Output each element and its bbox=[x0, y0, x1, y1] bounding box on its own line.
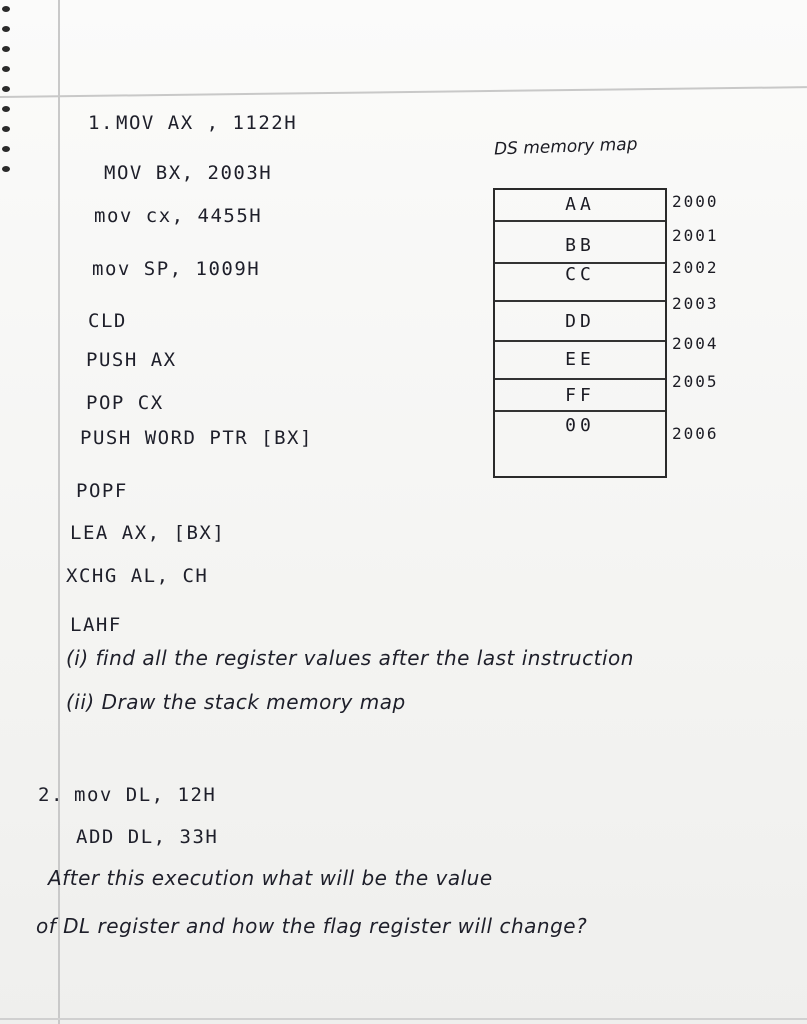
q2-code-line-2: ADD DL, 33H bbox=[76, 826, 219, 848]
top-rule bbox=[0, 86, 807, 98]
memory-address: 2000 bbox=[672, 192, 719, 211]
memory-address: 2004 bbox=[672, 334, 719, 353]
q1-code-line-11: XCHG AL, CH bbox=[66, 565, 209, 587]
q1-task-2: (ii) Draw the stack memory map bbox=[66, 690, 406, 714]
q1-code-line-1: MOV AX , 1122H bbox=[116, 112, 298, 134]
memory-address: 2003 bbox=[672, 294, 719, 313]
q2-text-line-2: of DL register and how the flag register will change? bbox=[36, 914, 588, 938]
memory-map-table bbox=[493, 188, 667, 478]
memory-address: 2005 bbox=[672, 372, 719, 391]
q1-code-line-5: CLD bbox=[88, 310, 127, 332]
q1-code-line-3: mov cx, 4455H bbox=[94, 205, 263, 227]
memory-cell: 00 bbox=[565, 415, 595, 436]
q1-code-line-8: PUSH WORD PTR [BX] bbox=[80, 427, 313, 449]
memory-cell: FF bbox=[495, 378, 665, 412]
question-2-number: 2. bbox=[38, 784, 64, 806]
memory-cell: AA bbox=[495, 194, 665, 222]
q1-code-line-9: POPF bbox=[76, 480, 128, 502]
q1-task-1: (i) find all the register values after the last instruction bbox=[66, 646, 634, 670]
q1-code-line-10: LEA AX, [BX] bbox=[70, 522, 226, 544]
q1-code-line-7: POP CX bbox=[86, 392, 164, 414]
memory-map-title: DS memory map bbox=[493, 134, 638, 160]
memory-address: 2002 bbox=[672, 258, 719, 277]
memory-cell: BB bbox=[495, 226, 665, 264]
q2-text-line-1: After this execution what will be the value bbox=[48, 866, 493, 890]
binding-holes bbox=[0, 0, 14, 200]
q1-code-line-6: PUSH AX bbox=[86, 349, 177, 371]
question-1-number: 1. bbox=[88, 112, 114, 134]
memory-address: 2001 bbox=[672, 226, 719, 245]
memory-address: 2006 bbox=[672, 424, 719, 443]
memory-cell: DD bbox=[495, 302, 665, 342]
q1-code-line-12: LAHF bbox=[70, 614, 122, 636]
q2-code-line-1: mov DL, 12H bbox=[74, 784, 217, 806]
q1-code-line-4: mov SP, 1009H bbox=[92, 258, 261, 280]
memory-cell: EE bbox=[495, 340, 665, 380]
bottom-rule bbox=[0, 1018, 807, 1020]
memory-cell: CC bbox=[495, 262, 665, 302]
q1-code-line-2: MOV BX, 2003H bbox=[104, 162, 273, 184]
